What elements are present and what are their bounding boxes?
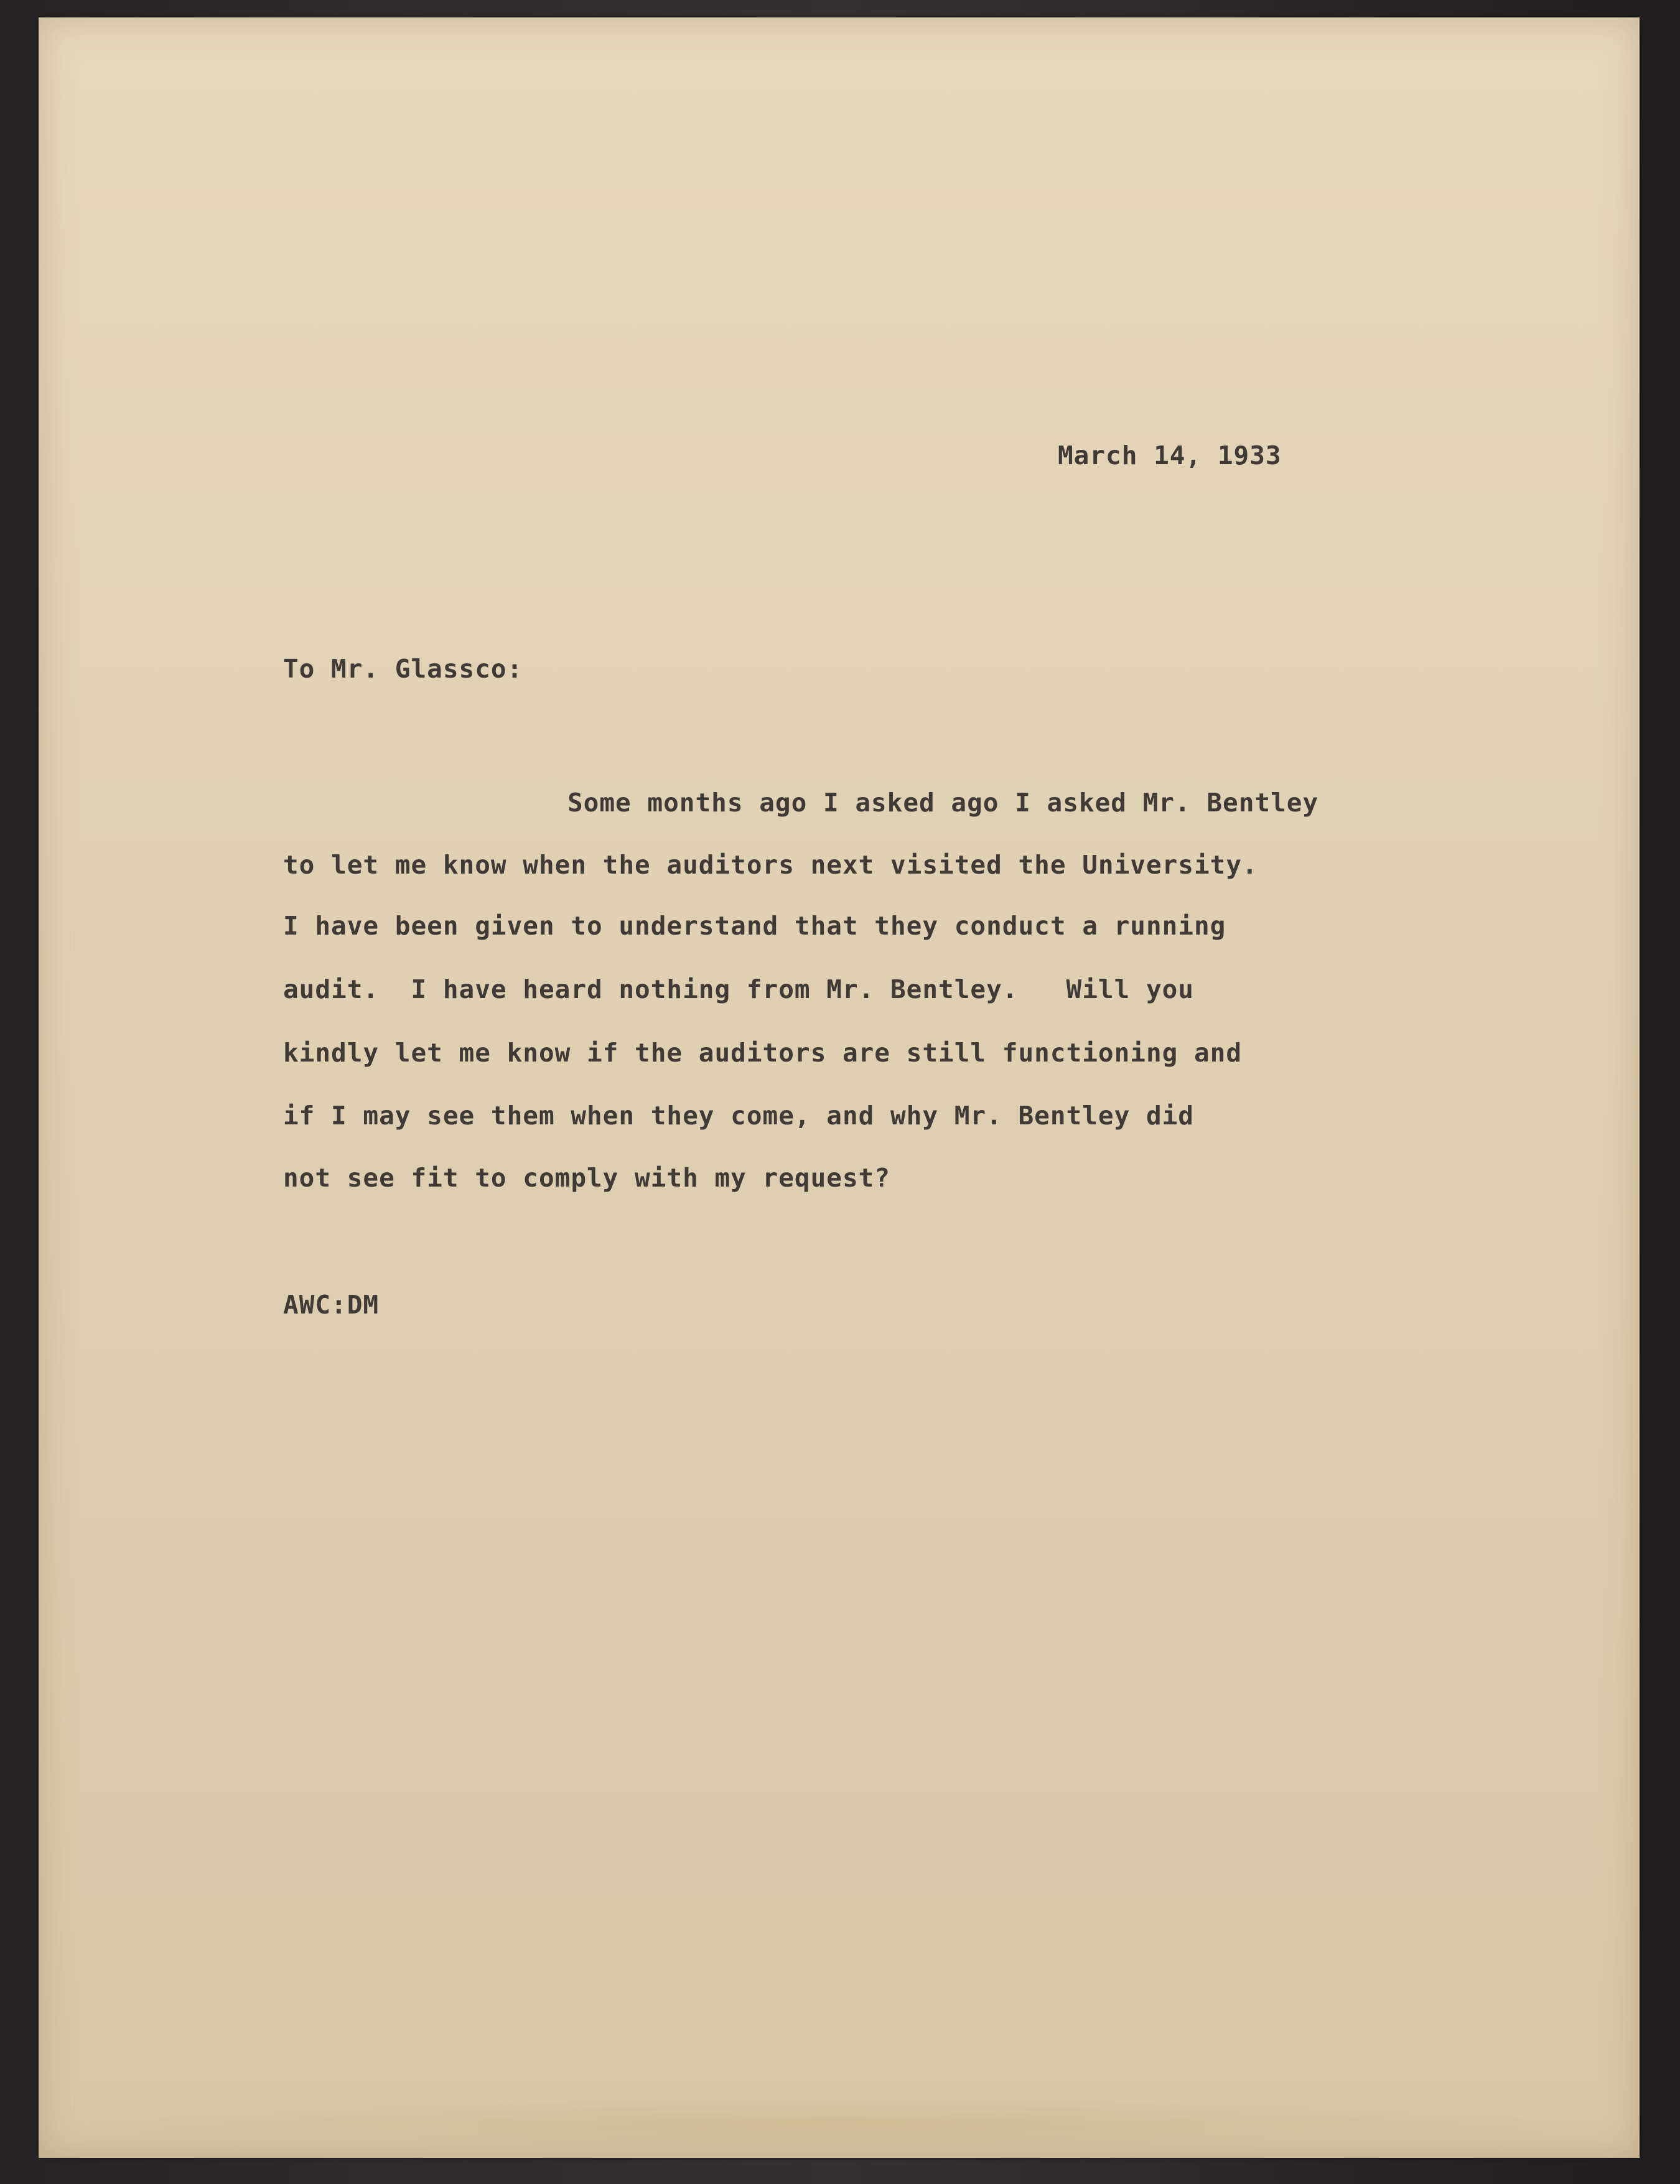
body-line: audit. I have heard nothing from Mr. Bentley. Will you xyxy=(283,974,1194,1004)
body-line: if I may see them when they come, and why Mr. Bentley did xyxy=(283,1101,1194,1131)
body-line: Some months ago I asked ago I asked Mr. Bentley xyxy=(567,788,1319,818)
body-line: I have been given to understand that they conduct a running xyxy=(283,911,1226,941)
paper-stain xyxy=(63,2096,1619,2152)
reference-initials: AWC:DM xyxy=(283,1290,380,1320)
salutation: To Mr. Glassco: xyxy=(283,654,523,684)
body-line: kindly let me know if the auditors are still functioning and xyxy=(283,1038,1243,1068)
letter-page xyxy=(39,17,1640,2158)
body-line: to let me know when the auditors next visited the University. xyxy=(283,850,1258,880)
body-line: not see fit to comply with my request? xyxy=(283,1163,890,1193)
letter-date: March 14, 1933 xyxy=(1058,441,1282,470)
